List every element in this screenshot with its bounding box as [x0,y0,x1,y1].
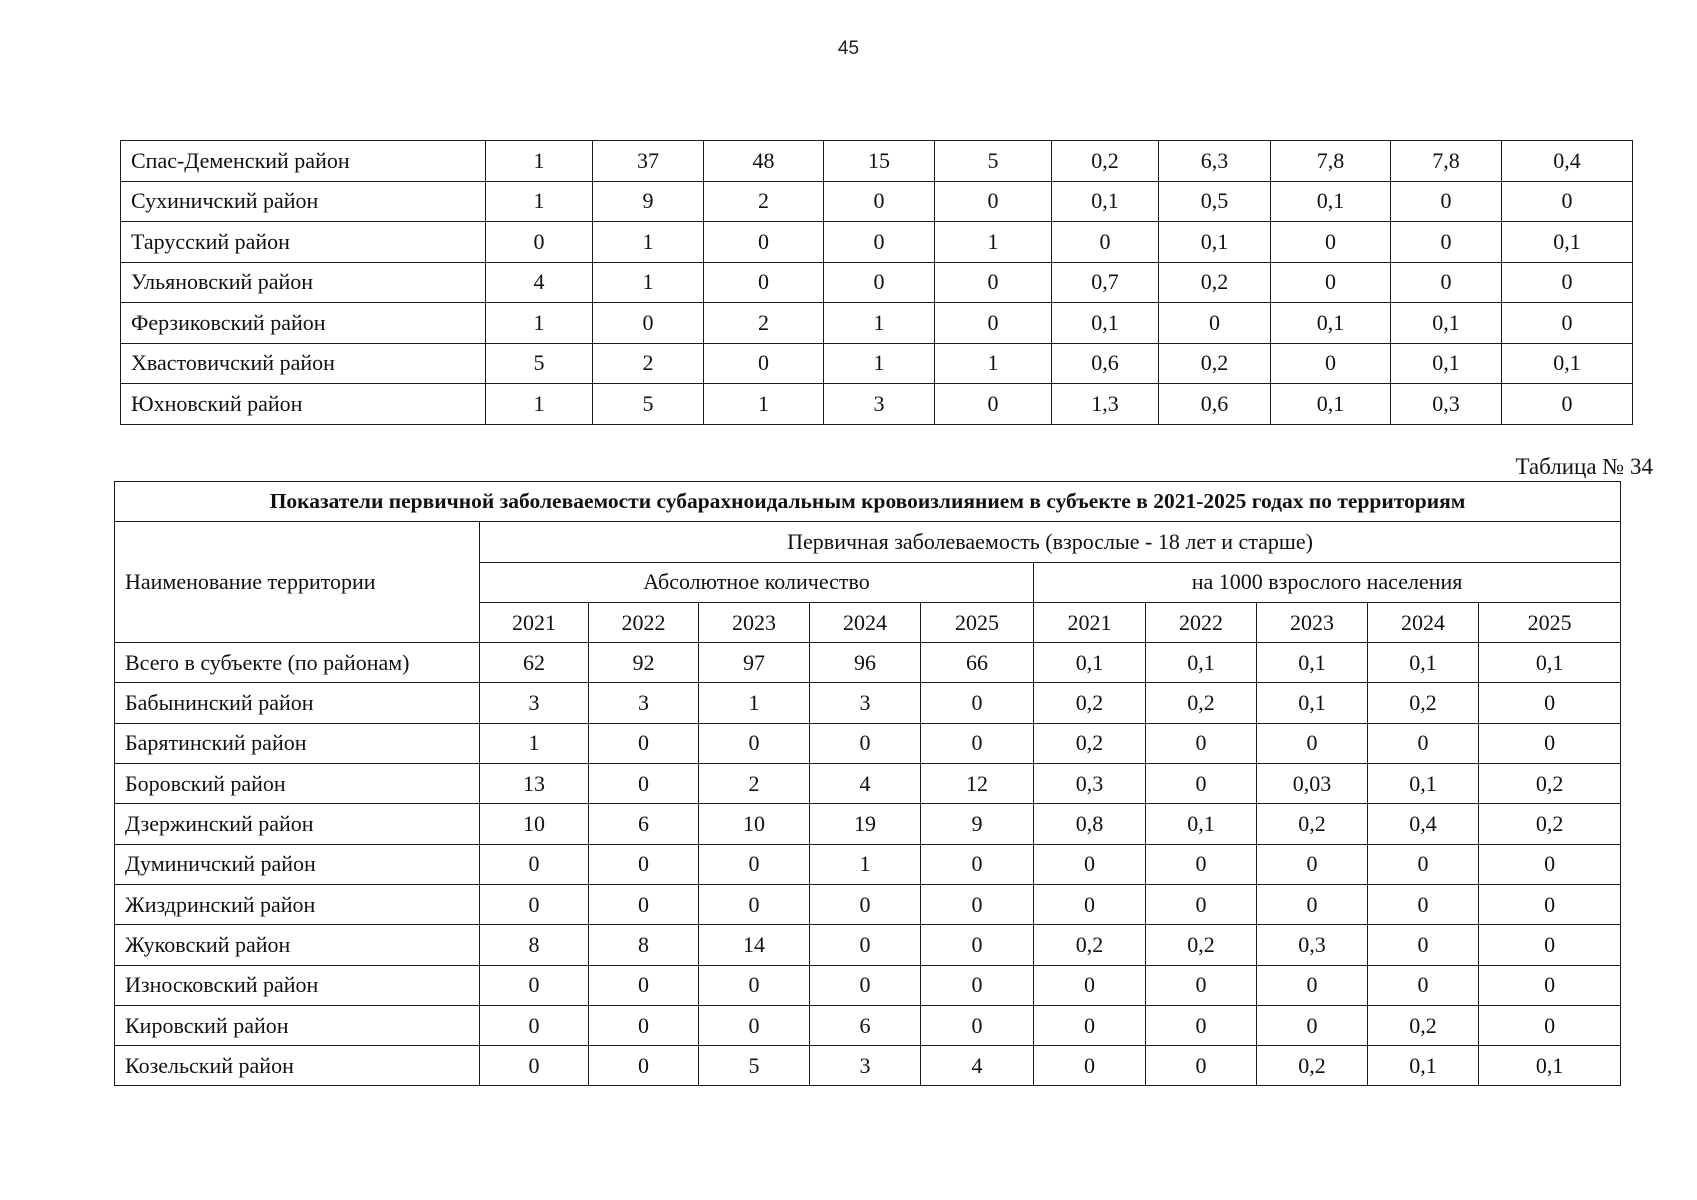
territory-name: Хвастовичский район [121,343,486,384]
value-cell: 7,8 [1271,141,1391,182]
value-cell: 3 [810,683,921,723]
value-cell: 0 [1368,884,1479,924]
value-cell: 0 [921,965,1034,1005]
value-cell: 0 [935,262,1052,303]
value-cell: 0 [1368,723,1479,763]
value-cell: 2 [704,181,824,222]
territory-name: Сухиничский район [121,181,486,222]
value-cell: 0,1 [1034,643,1146,683]
value-cell: 0,1 [1479,643,1621,683]
year-header: 2024 [1368,602,1479,642]
value-cell: 0 [1257,1005,1368,1045]
value-cell: 6 [589,804,699,844]
value-cell: 0,7 [1052,262,1159,303]
value-cell: 0 [1257,844,1368,884]
value-cell: 0 [1257,965,1368,1005]
value-cell: 0 [1368,844,1479,884]
value-cell: 8 [480,925,589,965]
value-cell: 0,4 [1368,804,1479,844]
territory-name: Жиздринский район [115,884,480,924]
value-cell: 0,1 [1391,303,1502,344]
territory-header: Наименование территории [115,522,480,643]
per1000-header: на 1000 взрослого населения [1034,562,1621,602]
value-cell: 0 [1479,723,1621,763]
value-cell: 0 [921,925,1034,965]
value-cell: 0,2 [1034,723,1146,763]
year-header: 2022 [589,602,699,642]
value-cell: 0 [589,723,699,763]
value-cell: 0 [935,181,1052,222]
value-cell: 9 [921,804,1034,844]
value-cell: 0,1 [1271,384,1391,425]
year-header: 2022 [1146,602,1257,642]
value-cell: 1 [704,384,824,425]
value-cell: 0,2 [1479,804,1621,844]
value-cell: 0 [1391,181,1502,222]
value-cell: 0 [1479,884,1621,924]
value-cell: 0 [480,1005,589,1045]
value-cell: 0 [1271,343,1391,384]
value-cell: 3 [824,384,935,425]
table-row [115,844,1621,884]
table-row [121,181,1633,222]
value-cell: 6 [810,1005,921,1045]
value-cell: 1 [486,384,593,425]
value-cell: 0 [593,303,704,344]
value-cell: 0 [486,222,593,263]
value-cell: 0 [921,884,1034,924]
value-cell: 0 [810,723,921,763]
value-cell: 0 [1146,764,1257,804]
table-row [121,343,1633,384]
incidence-group-header: Первичная заболеваемость (взрослые - 18 лет и старше) [480,522,1621,562]
value-cell: 0,2 [1479,764,1621,804]
value-cell: 0 [921,723,1034,763]
value-cell: 1 [593,222,704,263]
value-cell: 1 [824,343,935,384]
value-cell: 0 [935,303,1052,344]
value-cell: 0 [589,764,699,804]
value-cell: 0 [1502,303,1633,344]
value-cell: 0 [1502,384,1633,425]
value-cell: 0,2 [1146,683,1257,723]
value-cell: 0 [589,1005,699,1045]
value-cell: 1 [480,723,589,763]
continued-table [120,140,1633,425]
value-cell: 0 [921,1005,1034,1045]
territory-name: Юхновский район [121,384,486,425]
value-cell: 0 [935,384,1052,425]
value-cell: 0 [480,1046,589,1086]
value-cell: 0,1 [1271,181,1391,222]
page-number: 45 [837,38,860,59]
value-cell: 0 [824,222,935,263]
value-cell: 0 [1034,884,1146,924]
value-cell: 0 [921,683,1034,723]
value-cell: 3 [480,683,589,723]
value-cell: 0,1 [1159,222,1271,263]
value-cell: 0 [921,844,1034,884]
table-row [115,965,1621,1005]
value-cell: 0,1 [1052,181,1159,222]
table-row [121,141,1633,182]
value-cell: 4 [486,262,593,303]
incidence-table [114,481,1621,1086]
table-row [121,262,1633,303]
value-cell: 0 [1502,262,1633,303]
value-cell: 1 [486,141,593,182]
value-cell: 0,1 [1146,804,1257,844]
year-header: 2024 [810,602,921,642]
year-header: 2021 [480,602,589,642]
territory-name: Износковский район [115,965,480,1005]
year-header: 2023 [699,602,810,642]
value-cell: 0,2 [1034,683,1146,723]
value-cell: 0,1 [1257,643,1368,683]
value-cell: 1 [699,683,810,723]
value-cell: 0 [704,262,824,303]
territory-name: Всего в субъекте (по районам) [115,643,480,683]
value-cell: 0 [1391,222,1502,263]
value-cell: 6,3 [1159,141,1271,182]
value-cell: 0 [1146,723,1257,763]
territory-name: Барятинский район [115,723,480,763]
value-cell: 0,4 [1502,141,1633,182]
value-cell: 0,1 [1368,1046,1479,1086]
value-cell: 0,2 [1368,1005,1479,1045]
value-cell: 0 [480,884,589,924]
absolute-header: Абсолютное количество [480,562,1034,602]
value-cell: 0 [1368,965,1479,1005]
value-cell: 0,6 [1052,343,1159,384]
title-row [115,482,1621,522]
value-cell: 0 [1146,1046,1257,1086]
value-cell: 5 [935,141,1052,182]
value-cell: 0 [1271,222,1391,263]
table-row [115,683,1621,723]
value-cell: 0 [824,262,935,303]
value-cell: 0 [1159,303,1271,344]
value-cell: 5 [699,1046,810,1086]
value-cell: 0 [1257,884,1368,924]
value-cell: 0,2 [1052,141,1159,182]
year-header: 2021 [1034,602,1146,642]
value-cell: 0,2 [1034,925,1146,965]
table-row [115,925,1621,965]
value-cell: 0 [589,844,699,884]
table-row [121,384,1633,425]
value-cell: 1 [486,181,593,222]
value-cell: 48 [704,141,824,182]
table-row [115,1046,1621,1086]
value-cell: 0,3 [1391,384,1502,425]
value-cell: 0 [1479,1005,1621,1045]
value-cell: 14 [699,925,810,965]
table-row [115,643,1621,683]
value-cell: 4 [921,1046,1034,1086]
value-cell: 37 [593,141,704,182]
value-cell: 0,1 [1391,343,1502,384]
year-header: 2023 [1257,602,1368,642]
value-cell: 0,1 [1479,1046,1621,1086]
value-cell: 0 [1479,683,1621,723]
value-cell: 0,2 [1159,262,1271,303]
value-cell: 0 [699,844,810,884]
value-cell: 0 [1034,1046,1146,1086]
territory-name: Боровский район [115,764,480,804]
value-cell: 12 [921,764,1034,804]
value-cell: 0 [704,343,824,384]
value-cell: 10 [480,804,589,844]
table-row [115,1005,1621,1045]
value-cell: 0 [699,1005,810,1045]
value-cell: 0,5 [1159,181,1271,222]
value-cell: 97 [699,643,810,683]
value-cell: 0,1 [1368,764,1479,804]
value-cell: 0 [589,1046,699,1086]
value-cell: 5 [486,343,593,384]
value-cell: 66 [921,643,1034,683]
value-cell: 0,2 [1257,804,1368,844]
territory-name: Кировский район [115,1005,480,1045]
value-cell: 0,8 [1034,804,1146,844]
table-title: Показатели первичной заболеваемости субарахноидальным кровоизлиянием в субъекте в 2021-2025 годах по территориям [115,482,1621,522]
value-cell: 1 [593,262,704,303]
value-cell: 4 [810,764,921,804]
value-cell: 0 [589,965,699,1005]
table-row [115,884,1621,924]
value-cell: 0,2 [1257,1046,1368,1086]
value-cell: 0 [1146,1005,1257,1045]
value-cell: 92 [589,643,699,683]
value-cell: 0 [1271,262,1391,303]
value-cell: 10 [699,804,810,844]
value-cell: 1 [935,222,1052,263]
value-cell: 0 [699,723,810,763]
value-cell: 0 [824,181,935,222]
value-cell: 0 [1146,884,1257,924]
value-cell: 1,3 [1052,384,1159,425]
value-cell: 0 [810,925,921,965]
value-cell: 0 [1479,965,1621,1005]
value-cell: 3 [810,1046,921,1086]
territory-name: Спас-Деменский район [121,141,486,182]
territory-name: Козельский район [115,1046,480,1086]
value-cell: 8 [589,925,699,965]
territory-name: Дзержинский район [115,804,480,844]
year-header: 2025 [921,602,1034,642]
territory-name: Ульяновский район [121,262,486,303]
value-cell: 2 [704,303,824,344]
year-header: 2025 [1479,602,1621,642]
value-cell: 0,1 [1257,683,1368,723]
value-cell: 0,1 [1502,343,1633,384]
value-cell: 0 [1034,1005,1146,1045]
value-cell: 7,8 [1391,141,1502,182]
value-cell: 0,2 [1159,343,1271,384]
table-row [115,723,1621,763]
territory-name: Бабынинский район [115,683,480,723]
value-cell: 0 [699,965,810,1005]
territory-name: Тарусский район [121,222,486,263]
value-cell: 3 [589,683,699,723]
value-cell: 0 [1034,965,1146,1005]
territory-name: Жуковский район [115,925,480,965]
value-cell: 0,1 [1052,303,1159,344]
value-cell: 0 [1257,723,1368,763]
value-cell: 1 [810,844,921,884]
value-cell: 0,3 [1034,764,1146,804]
table-row [115,764,1621,804]
table-caption: Таблица № 34 [1515,454,1653,479]
value-cell: 0 [1034,844,1146,884]
value-cell: 0 [699,884,810,924]
value-cell: 15 [824,141,935,182]
table-row [121,222,1633,263]
value-cell: 0 [1391,262,1502,303]
territory-name: Ферзиковский район [121,303,486,344]
value-cell: 0 [480,844,589,884]
value-cell: 1 [824,303,935,344]
value-cell: 0,1 [1146,643,1257,683]
value-cell: 0,6 [1159,384,1271,425]
value-cell: 0,3 [1257,925,1368,965]
value-cell: 0,2 [1146,925,1257,965]
value-cell: 2 [699,764,810,804]
value-cell: 9 [593,181,704,222]
value-cell: 0 [1146,965,1257,1005]
value-cell: 0 [589,884,699,924]
value-cell: 0 [1479,844,1621,884]
value-cell: 0 [810,965,921,1005]
value-cell: 0 [810,884,921,924]
value-cell: 0,2 [1368,683,1479,723]
value-cell: 0,03 [1257,764,1368,804]
value-cell: 13 [480,764,589,804]
value-cell: 0,1 [1368,643,1479,683]
group-header-row [115,522,1621,562]
value-cell: 2 [593,343,704,384]
value-cell: 96 [810,643,921,683]
value-cell: 0 [704,222,824,263]
value-cell: 0 [1146,844,1257,884]
value-cell: 0 [1502,181,1633,222]
value-cell: 0 [1368,925,1479,965]
value-cell: 1 [935,343,1052,384]
value-cell: 19 [810,804,921,844]
value-cell: 5 [593,384,704,425]
value-cell: 0 [1052,222,1159,263]
value-cell: 1 [486,303,593,344]
table-row [115,804,1621,844]
value-cell: 0 [1479,925,1621,965]
territory-name: Думиничский район [115,844,480,884]
table-row [121,303,1633,344]
value-cell: 0,1 [1271,303,1391,344]
value-cell: 62 [480,643,589,683]
value-cell: 0,1 [1502,222,1633,263]
value-cell: 0 [480,965,589,1005]
